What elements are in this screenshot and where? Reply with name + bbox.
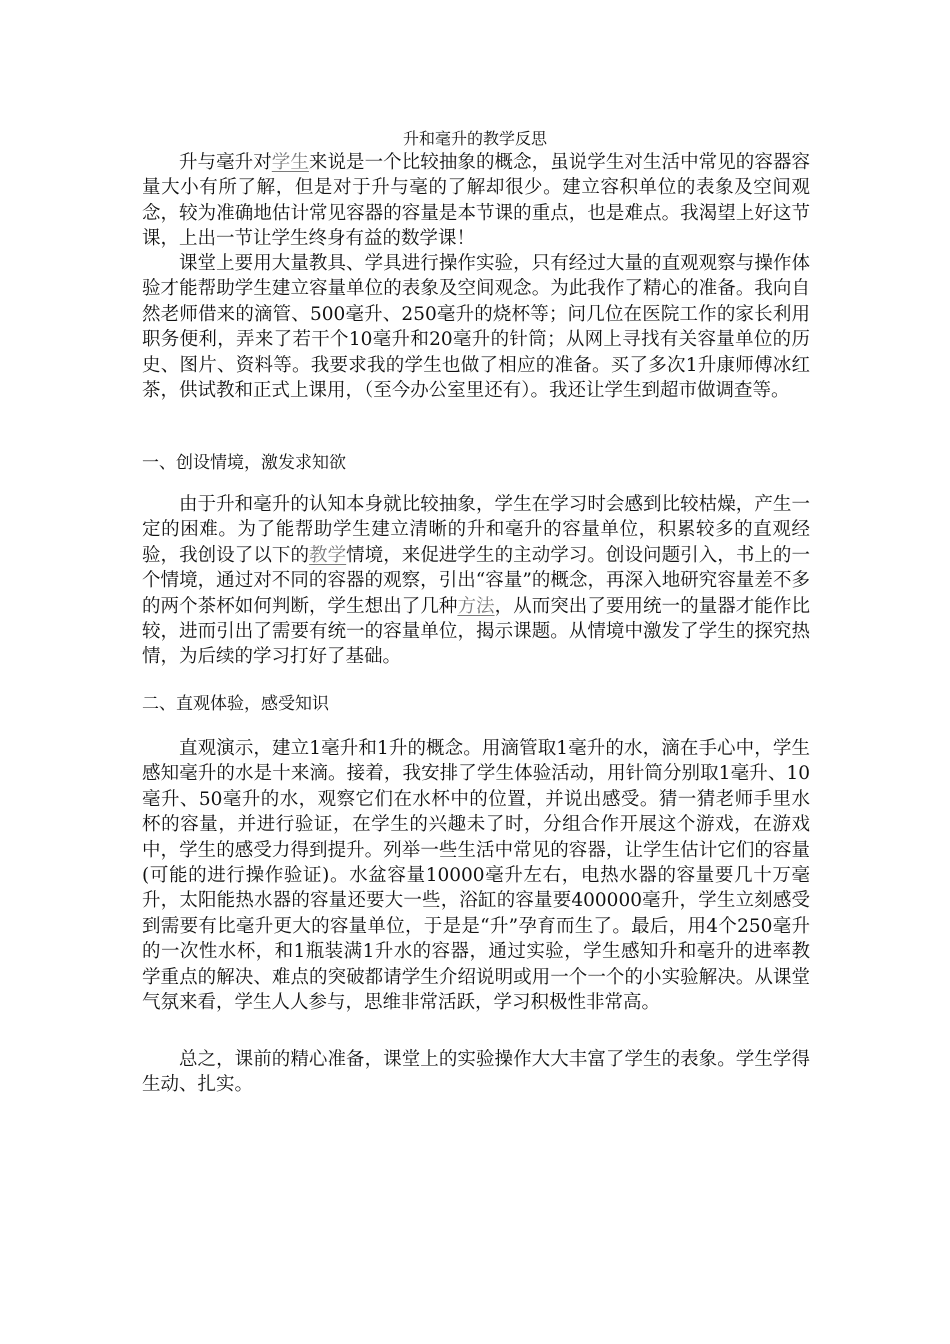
paragraph-section-2: 直观演示，建立1毫升和1升的概念。用滴管取1毫升的水，滴在手心中，学生感知毫升的水是十来滴。接着，我安排了学生体验活动，用针筒分别取1毫升、10毫升、50毫升的水，观察它们在水杯中的位置，并说出感受。猜一猜老师手里水杯的容量，并进行验证，在学生的兴趣未了时，分组合作开展这个游戏，在游戏中，学生的感受力得到提升。列举一些生活中常见的容器，让学生估计它们的容量(可能的进行操作验证)。水盆容量10000毫升左右，电热水器的容量要几十万毫升，太阳能热水器的容量还要大一些，浴缸的容量要400000毫升，学生立刻感受到需要有比毫升更大的容量单位，于是是“升”孕育而生了。最后，用4个250毫升的一次性水杯，和1瓶装满1升水的容器，通过实验，学生感知升和毫升的进率教学重点的解决、难点的突破都请学生介绍说明或用一个一个的小实验解决。从课堂气氛来看，学生人人参与，思维非常活跃，学习积极性非常高。: [142, 738, 810, 1014]
paragraph-conclusion: 总之，课前的精心准备，课堂上的实验操作大大丰富了学生的表象。学生学得生动、扎实。: [142, 1049, 810, 1096]
section-heading-2: 二、直观体验，感受知识: [142, 694, 329, 714]
paragraph-section-1: [142, 492, 810, 670]
intro-text-end: 来说是一个比较抽象的概念，虽说学生对生活中常见的容器容量大小有所了解，但是对于升与毫的了解却很少。建立容积单位的表象及空间观念，较为准确地估计常见容器的容量是本节课的重点，也是难点。我渴望上好这节课，上出一节让学生终身有益的数学课！: [142, 152, 810, 250]
intro-text-start: 升与毫升对: [179, 152, 272, 173]
section-heading-1: 一、创设情境，激发求知欲: [142, 453, 346, 473]
section1-text-c: ，从而突出了要用统一的量器才能作比较，进而引出了需要有统一的容量单位，揭示课题。从情境中激发了学生的探究热情，为后续的学习打好了基础。: [142, 595, 810, 668]
section1-text-b: 情境，来促进学生的主动学习。创设问题引入，书上的一个情境，通过对不同的容器的观察，引出“容量”的概念，再深入地研究容量差不多的两个茶杯如何判断，学生想出了几种: [142, 544, 810, 617]
link-method[interactable]: 方法: [457, 595, 495, 617]
paragraph-preparation: 课堂上要用大量教具、学具进行操作实验，只有经过大量的直观观察与操作体验才能帮助学生建立容量单位的表象及空间观念。为此我作了精心的准备。我向自然老师借来的滴管、500毫升、250毫升的烧杯等；问几位在医院工作的家长利用职务便利，弄来了若干个10毫升和20毫升的针筒；从网上寻找有关容量单位的历史、图片、资料等。我要求我的学生也做了相应的准备。买了多次1升康师傅冰红茶，供试教和正式上课用，（至今办公室里还有）。我还让学生到超市做调查等。: [142, 253, 810, 402]
document-title: 升和毫升的教学反思: [402, 129, 547, 148]
link-teaching[interactable]: 教学: [309, 544, 347, 566]
link-students[interactable]: 学生: [271, 152, 309, 173]
paragraph-intro: [142, 150, 810, 252]
section1-text-a: 由于升和毫升的认知本身就比较抽象，学生在学习时会感到比较枯燥，产生一定的困难。为了能帮助学生建立清晰的升和毫升的容量单位，积累较多的直观经验，我创设了以下的: [142, 494, 810, 566]
